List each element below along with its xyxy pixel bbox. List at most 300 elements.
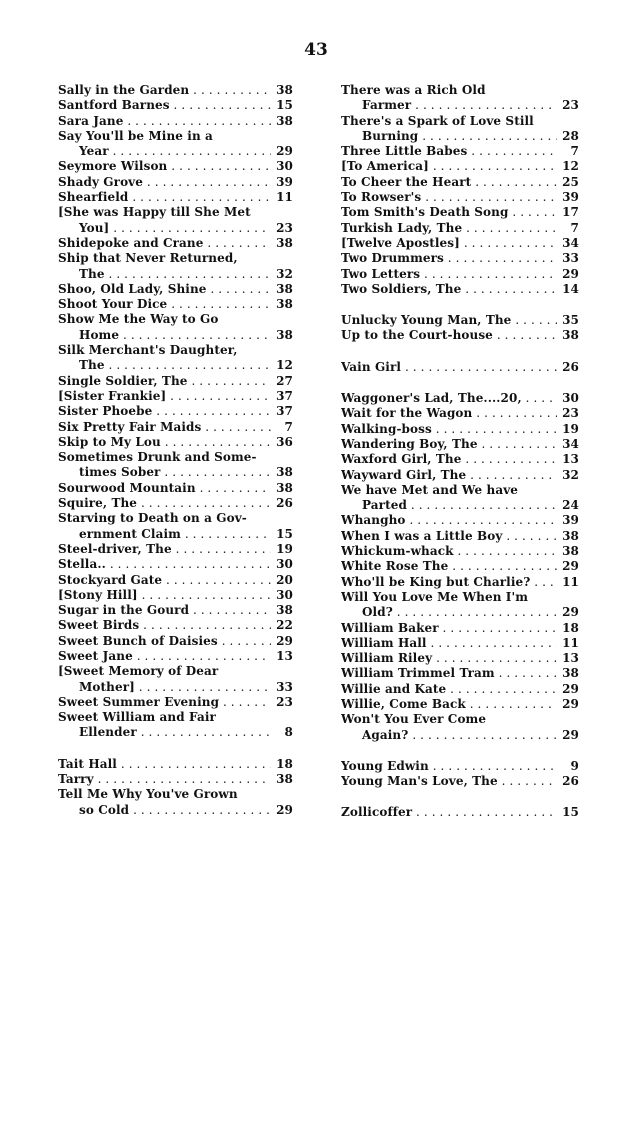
entry-title-line: White Rose The . . . [341,559,557,574]
index-entry [58,374,293,389]
index-entry [341,251,579,266]
entry-title-line: Whickum-whack . . . [341,544,557,559]
entry-title [58,557,271,572]
entry-page-number: 29 [276,802,293,817]
entry-title [58,297,271,312]
index-entry [58,129,293,160]
entry-title [341,328,557,343]
index-entry [341,759,579,774]
index-entry [58,695,293,710]
entry-title-line: Shoo, Old Lady, Shine . . . [58,282,271,297]
entry-page-number: 38 [276,113,293,128]
entry-title [58,496,271,511]
entry-page-number: 30 [562,391,579,406]
entry-title-line: William Baker . . . [341,621,557,636]
entry-title [58,190,271,205]
entry-title-line: Sara Jane . . . [58,114,271,129]
entry-title [58,435,271,450]
entry-title [58,159,271,174]
entry-title-line: Two Soldiers, The . . . [341,282,557,297]
entry-title-line: Zollicoffer . . . [341,805,557,820]
entry-page-number: 35 [562,313,579,328]
entry-title-line: [Stony Hill] . . . [58,588,271,603]
index-entry [58,435,293,450]
index-entry [341,621,579,636]
entry-title-line: Willie and Kate . . . [341,682,557,697]
entry-title [58,511,271,542]
entry-page-number: 18 [562,620,579,635]
entry-page-number: 29 [562,727,579,742]
index-entry [58,772,293,787]
entry-page-number: 19 [276,541,293,556]
index-entry [341,328,579,343]
index-entry [341,190,579,205]
entry-title-line: Again? . . . [341,728,557,743]
entry-title-line: [Twelve Apostles] . . . [341,236,557,251]
entry-title-line: Starving to Death on a Gov- [58,511,247,526]
entry-page-number: 38 [276,83,293,97]
index-entry [58,114,293,129]
entry-title [341,251,557,266]
entry-title [58,83,271,98]
section-gap [341,375,579,391]
entry-page-number: 29 [276,144,293,159]
entry-page-number: 22 [276,618,293,633]
entry-page-number: 38 [276,327,293,342]
entry-title-line: Shady Grove . . . [58,175,271,190]
index-entry [341,114,579,145]
entry-title [58,175,271,190]
entry-page-number: 38 [276,480,293,495]
entry-title [341,452,557,467]
entry-title-line: Wandering Boy, The . . . [341,437,557,452]
section-gap [341,344,579,360]
entry-title [58,251,271,282]
index-entry [341,406,579,421]
index-entry [341,205,579,220]
index-entry [341,774,579,789]
entry-title-line: To Rowser's . . . [341,190,557,205]
index-entry [58,511,293,542]
entry-page-number: 29 [562,605,579,620]
entry-title [58,343,271,374]
entry-title [58,98,271,113]
entry-title [58,420,271,435]
entry-title [58,772,271,787]
entry-title [58,634,271,649]
entry-title [341,221,557,236]
entry-page-number: 39 [562,190,579,205]
entry-title-line: There's a Spark of Love Still [341,113,534,128]
entry-page-number: 19 [562,421,579,436]
index-entry [58,251,293,282]
entry-page-number: 34 [562,235,579,250]
entry-page-number: 15 [562,805,579,820]
index-entry [58,787,293,818]
entry-page-number: 23 [562,406,579,421]
entry-title [58,588,271,603]
entry-page-number: 30 [276,587,293,602]
entry-title [341,712,557,743]
entry-page-number: 26 [562,359,579,374]
entry-title-line: Single Soldier, The . . . [58,374,271,389]
index-entry [341,666,579,681]
entry-title-line: Young Edwin . . . [341,759,557,774]
entry-title-line: Two Letters . . . [341,267,557,282]
index-entry [58,481,293,496]
index-entry [341,529,579,544]
index-entry [58,282,293,297]
entry-title [58,236,271,251]
index-entry [58,190,293,205]
index-entry [341,682,579,697]
entry-title-line: Home . . . [58,328,271,343]
entry-title [58,787,271,818]
entry-title [341,83,557,114]
entry-title [341,236,557,251]
entry-page-number: 11 [276,190,293,205]
entry-page-number: 38 [276,772,293,787]
entry-title [341,360,557,375]
entry-page-number: 9 [570,758,579,773]
entry-title [341,159,557,174]
entry-title-line: Sweet Jane . . . [58,649,271,664]
entry-title [341,544,557,559]
entry-title [341,406,557,421]
index-entry [58,757,293,772]
index-entry [58,404,293,419]
entry-page-number: 24 [562,498,579,513]
entry-page-number: 33 [276,679,293,694]
entry-title-line: Farmer . . . [341,98,557,113]
entry-page-number: 17 [562,205,579,220]
index-entry [341,559,579,574]
entry-title [58,618,271,633]
entry-title [341,422,557,437]
entry-page-number: 12 [276,358,293,373]
entry-title-line: There was a Rich Old [341,83,486,97]
entry-title-line: Old? . . . [341,605,557,620]
entry-title-line: Willie, Come Back . . . [341,697,557,712]
entry-title-line: Wayward Girl, The . . . [341,468,557,483]
entry-page-number: 7 [570,220,579,235]
entry-title-line: Shearfield . . . [58,190,271,205]
index-entry [341,391,579,406]
entry-title [58,664,271,695]
entry-title-line: William Trimmel Tram . . . [341,666,557,681]
entry-title [341,313,557,328]
entry-title-line: Sister Phoebe . . . [58,404,271,419]
index-entry [58,343,293,374]
index-entry [58,420,293,435]
entry-title-line: times Sober . . . [58,465,271,480]
index-entry [341,221,579,236]
entry-title-line: Wait for the Wagon . . . [341,406,557,421]
entry-page-number: 39 [562,513,579,528]
entry-title [58,114,271,129]
entry-title-line: Sourwood Mountain . . . [58,481,271,496]
page-number: 43 [304,40,328,60]
index-entry [58,159,293,174]
entry-title [341,282,557,297]
index-entry [58,664,293,695]
entry-title-line: Stella.. . . . [58,557,271,572]
entry-page-number: 25 [562,174,579,189]
entry-title [341,805,557,820]
entry-page-number: 32 [276,266,293,281]
entry-title-line: We have Met and We have [341,482,519,497]
index-entry [341,422,579,437]
entry-title-line: [Sister Frankie] . . . [58,389,271,404]
entry-page-number: 23 [276,694,293,709]
index-entry [341,651,579,666]
index-entry [58,634,293,649]
entry-title [58,205,271,236]
entry-page-number: 15 [276,526,293,541]
entry-title [58,282,271,297]
entry-title [341,651,557,666]
entry-page-number: 37 [276,404,293,419]
entry-page-number: 7 [570,144,579,159]
index-entry [341,452,579,467]
entry-page-number: 38 [562,666,579,681]
index-entry [58,496,293,511]
index-entry [58,175,293,190]
entry-page-number: 38 [276,297,293,312]
entry-title-line: Turkish Lady, The . . . [341,221,557,236]
entry-title [58,603,271,618]
entry-page-number: 32 [562,467,579,482]
index-entry [58,603,293,618]
section-gap [341,743,579,759]
index-entry [341,636,579,651]
index-entry [341,313,579,328]
index-entry [58,98,293,113]
entry-page-number: 13 [562,452,579,467]
entry-title-line: Vain Girl . . . [341,360,557,375]
index-entry [58,450,293,481]
entry-page-number: 30 [276,557,293,572]
entry-title [341,144,557,159]
entry-title-line: Whangho . . . [341,513,557,528]
entry-title [341,682,557,697]
entry-title [341,559,557,574]
index-entry [341,513,579,528]
entry-title-line: Steel-driver, The . . . [58,542,271,557]
entry-title-line: Sweet Bunch of Daisies . . . [58,634,271,649]
index-entry [58,588,293,603]
section-gap [58,741,293,757]
index-column-right [341,83,579,821]
index-entry [58,618,293,633]
entry-title-line: Sometimes Drunk and Some- [58,450,257,465]
entry-page-number: 7 [284,419,293,434]
entry-page-number: 38 [562,528,579,543]
index-entry [341,267,579,282]
entry-page-number: 29 [562,696,579,711]
entry-title-line: Sweet William and Fair [58,710,216,725]
entry-title [341,190,557,205]
entry-title [341,468,557,483]
entry-page-number: 27 [276,373,293,388]
entry-page-number: 30 [276,159,293,174]
entry-title [341,774,557,789]
entry-title-line: ernment Claim . . . [58,527,271,542]
entry-title-line: [Sweet Memory of Dear [58,664,219,679]
entry-title [341,175,557,190]
entry-title [58,450,271,481]
entry-title [341,666,557,681]
entry-title-line: Tell Me Why You've Grown [58,787,238,802]
entry-title [341,205,557,220]
entry-title-line: Tom Smith's Death Song . . . [341,205,557,220]
entry-title-line: Tait Hall . . . [58,757,271,772]
entry-title-line: Seymore Wilson . . . [58,159,271,174]
entry-title-line: Unlucky Young Man, The . . . [341,313,557,328]
section-gap [341,789,579,805]
entry-title [341,437,557,452]
entry-page-number: 18 [276,756,293,771]
entry-title [58,542,271,557]
index-entry [58,557,293,572]
entry-page-number: 29 [562,266,579,281]
entry-title [341,590,557,621]
entry-page-number: 38 [276,603,293,618]
entry-title [58,481,271,496]
entry-page-number: 13 [276,648,293,663]
index-entry [341,712,579,743]
entry-title-line: Sweet Summer Evening . . . [58,695,271,710]
entry-page-number: 14 [562,281,579,296]
entry-page-number: 36 [276,434,293,449]
entry-page-number: 15 [276,98,293,113]
entry-title [58,404,271,419]
entry-page-number: 12 [562,159,579,174]
entry-title-line: Tarry . . . [58,772,271,787]
entry-page-number: 23 [276,220,293,235]
entry-title-line: Will You Love Me When I'm [341,589,529,604]
index-entry [58,297,293,312]
entry-title-line: William Hall . . . [341,636,557,651]
entry-page-number: 11 [562,635,579,650]
entry-title [341,575,557,590]
entry-page-number: 11 [562,574,579,589]
entry-title-line: Silk Merchant's Daughter, [58,343,238,358]
entry-title-line: When I was a Little Boy . . . [341,529,557,544]
entry-title-line: Sally in the Garden . . . [58,83,271,98]
entry-title-line: Say You'll be Mine in a [58,128,213,143]
entry-title-line: Who'll be King but Charlie? . . . [341,575,557,590]
entry-title-line: Mother] . . . [58,680,271,695]
index-entry [341,544,579,559]
entry-title-line: William Riley . . . [341,651,557,666]
entry-page-number: 38 [276,465,293,480]
index-entry [58,573,293,588]
entry-title [341,636,557,651]
index-entry [341,697,579,712]
entry-title-line: The . . . [58,358,271,373]
entry-title-line: Ellender . . . [58,725,271,740]
entry-page-number: 13 [562,651,579,666]
entry-page-number: 29 [562,559,579,574]
entry-page-number: 29 [276,633,293,648]
entry-title-line: Skip to My Lou . . . [58,435,271,450]
index-entry [341,575,579,590]
entry-title-line: The . . . [58,267,271,282]
entry-title-line: Santford Barnes . . . [58,98,271,113]
entry-title-line: Ship that Never Returned, [58,251,238,266]
index-entry [341,590,579,621]
entry-title-line: Show Me the Way to Go [58,312,219,327]
entry-title-line: Burning . . . [341,129,557,144]
entry-title-line: Sugar in the Gourd . . . [58,603,271,618]
entry-page-number: 39 [276,174,293,189]
entry-title-line: [To America] . . . [341,159,557,174]
entry-title [341,621,557,636]
entry-page-number: 8 [284,725,293,740]
entry-title-line: Year . . . [58,144,271,159]
entry-title [58,710,271,741]
entry-page-number: 34 [562,436,579,451]
entry-title-line: Up to the Court-house . . . [341,328,557,343]
entry-title [58,695,271,710]
entry-title-line: [She was Happy till She Met [58,205,251,220]
entry-title [58,389,271,404]
index-entry [341,83,579,114]
entry-title [341,697,557,712]
index-entry [341,437,579,452]
entry-title-line: Young Man's Love, The . . . [341,774,557,789]
index-entry [341,236,579,251]
entry-title-line: Parted . . . [341,498,557,513]
entry-page-number: 28 [562,128,579,143]
entry-page-number: 26 [562,774,579,789]
index-entry [58,205,293,236]
index-entry [341,468,579,483]
entry-page-number: 38 [276,281,293,296]
entry-title-line: To Cheer the Heart . . . [341,175,557,190]
entry-page-number: 38 [276,235,293,250]
entry-title-line: You] . . . [58,221,271,236]
index-entry [58,542,293,557]
entry-title-line: Two Drummers . . . [341,251,557,266]
index-column-left [58,83,293,818]
entry-title [58,374,271,389]
section-gap [341,297,579,313]
entry-page-number: 37 [276,388,293,403]
entry-title [341,759,557,774]
index-entry [58,236,293,251]
index-entry [341,159,579,174]
entry-title-line: Won't You Ever Come [341,712,487,727]
index-entry [341,282,579,297]
index-entry [58,389,293,404]
entry-title [341,391,557,406]
entry-page-number: 29 [562,681,579,696]
entry-page-number: 33 [562,251,579,266]
entry-page-number: 20 [276,572,293,587]
entry-title [58,312,271,343]
entry-page-number: 23 [562,98,579,113]
entry-title-line: Three Little Babes . . . [341,144,557,159]
entry-page-number: 26 [276,496,293,511]
index-entry [341,483,579,514]
entry-page-number: 38 [562,328,579,343]
index-entry [58,83,293,98]
entry-title [341,114,557,145]
entry-title-line: so Cold . . . [58,803,271,818]
entry-title [58,129,271,160]
